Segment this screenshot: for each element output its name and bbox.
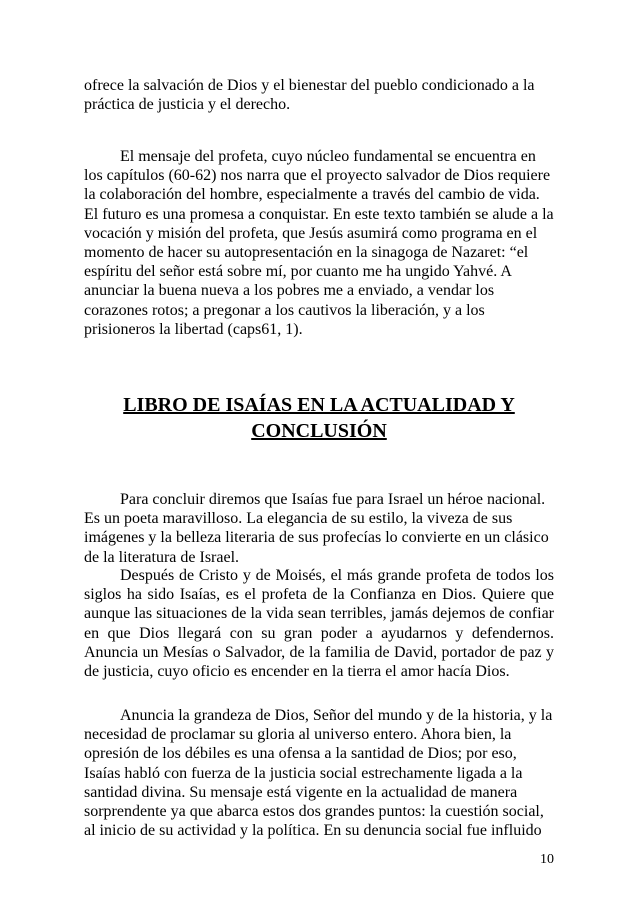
paragraph-isaiah-confidence: Después de Cristo y de Moisés, el más grande profeta de todos los siglos ha sido Isaías, es el profeta de la Confianza en Dios. Quiere que aunque las situaciones de la vida sean terribles, jamás dejemos de confiar en que Dios llegará con su gran poder a ayudarnos y defendernos. Anuncia un Mesías o Salvador, de la familia de David, portador de paz y de justicia, cuyo oficio es encender en la tierra el amor hacía Dios. (84, 567, 554, 681)
section-heading-line-2: CONCLUSIÓN (251, 420, 387, 442)
paragraph-greatness-of-god: Anuncia la grandeza de Dios, Señor del mundo y de la historia, y la necesidad de proclamar su gloria al universo entero. Ahora bien, la opresión de los débiles es una ofensa a la santidad de Dios; por eso, Isaías habló con fuerza de la justicia social estrechamente ligada a la santidad divina. Su mensaje está vigente en la actualidad de manera sorprendente ya que abarca estos dos grandes puntos: la cuestión social, al inicio de su actividad y la política. En su denuncia social fue influido (84, 707, 553, 840)
paragraph-intro-continuation: ofrece la salvación de Dios y el bienestar del pueblo condicionado a la práctica de justicia y el derecho. (84, 77, 535, 114)
paragraph-conclusion: Para concluir diremos que Isaías fue para Israel un héroe nacional. Es un poeta maravilloso. La elegancia de su estilo, la viveza de sus imágenes y la belleza literaria de sus profecías lo convierte en un clásico de la literatura de Israel. (84, 491, 549, 566)
section-heading (84, 392, 554, 444)
page-number: 10 (540, 852, 554, 867)
section-heading-line-1: LIBRO DE ISAÍAS EN LA ACTUALIDAD Y (123, 394, 515, 416)
paragraph-prophet-message: El mensaje del profeta, cuyo núcleo fundamental se encuentra en los capítulos (60-62) nos narra que el proyecto salvador de Dios requiere la colaboración del hombre, especialmente a través del cambio de vida. El futuro es una promesa a conquistar. En este texto también se alude a la vocación y misión del profeta, que Jesús asumirá como programa en el momento de hacer su autopresentación en la sinagoga de Nazaret: “el espíritu del señor está sobre mí, por cuanto me ha ungido Yahvé. A anunciar la buena nueva a los pobres me a enviado, a vendar los corazones rotos; a pregonar a los cautivos la liberación, y a los prisioneros la libertad (caps61, 1). (84, 148, 554, 338)
